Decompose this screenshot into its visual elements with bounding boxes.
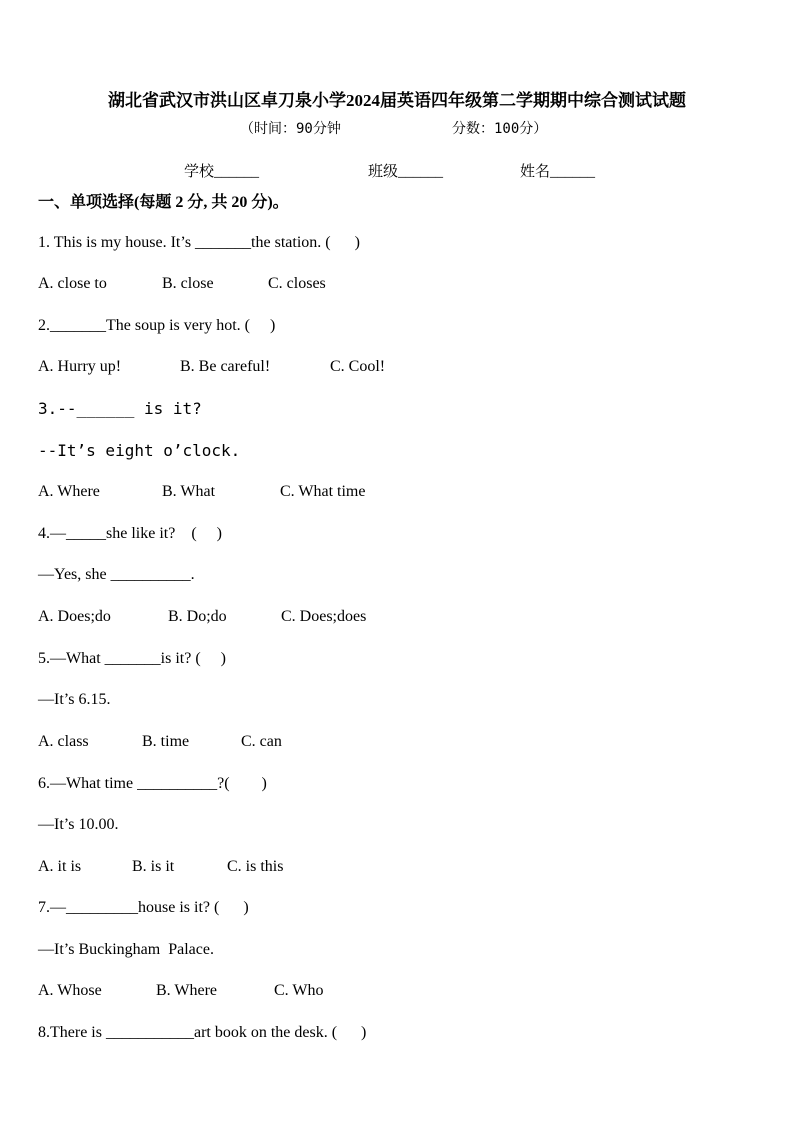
school-field-label: 学校______ — [184, 164, 260, 180]
question-stem: 6.—What time __________?( ) — [38, 775, 267, 792]
option-a: A. Does;do — [38, 608, 111, 625]
option-c: C. closes — [268, 275, 326, 292]
question-stem: 7.—_________house is it? ( ) — [38, 899, 249, 916]
question-stem: 2._______The soup is very hot. ( ) — [38, 317, 276, 334]
question-stem: 4.—_____she like it? ( ) — [38, 525, 222, 542]
option-c: C. What time — [280, 483, 366, 500]
question-answer-line: —It’s Buckingham Palace. — [38, 941, 214, 958]
option-b: B. Be careful! — [180, 358, 271, 375]
option-b: B. Do;do — [168, 608, 227, 625]
section-heading: 一、单项选择(每题 2 分, 共 20 分)。 — [38, 194, 289, 211]
option-a: A. Where — [38, 483, 100, 500]
option-c: C. is this — [227, 858, 284, 875]
exam-title: 湖北省武汉市洪山区卓刀泉小学2024届英语四年级第二学期期中综合测试试题 — [108, 91, 686, 110]
option-a: A. Hurry up! — [38, 358, 122, 375]
question-stem: 5.—What _______is it? ( ) — [38, 650, 226, 667]
option-b: B. close — [162, 275, 214, 292]
option-b: B. Where — [156, 982, 218, 999]
question-stem: 1. This is my house. It’s _______the station. ( ) — [38, 234, 360, 251]
option-a: A. class — [38, 733, 89, 750]
score-label: 分数：100分） — [452, 121, 548, 137]
class-field-label: 班级______ — [368, 164, 444, 180]
option-b: B. is it — [132, 858, 175, 875]
option-c: C. Who — [274, 982, 324, 999]
option-a: A. close to — [38, 275, 107, 292]
question-stem: 3.--______ is it? — [38, 399, 202, 418]
question-answer-line: —It’s 6.15. — [38, 691, 111, 708]
option-a: A. Whose — [38, 982, 102, 999]
question-answer-line: --It’s eight o’clock. — [38, 441, 241, 460]
option-a: A. it is — [38, 858, 82, 875]
option-c: C. Does;does — [281, 608, 367, 625]
time-label: （时间：90分钟 — [240, 121, 341, 137]
question-answer-line: —It’s 10.00. — [38, 816, 119, 833]
option-c: C. can — [241, 733, 282, 750]
name-field-label: 姓名______ — [520, 164, 596, 180]
option-c: C. Cool! — [330, 358, 386, 375]
question-stem: 8.There is ___________art book on the desk. ( ) — [38, 1024, 367, 1041]
option-b: B. time — [142, 733, 190, 750]
option-b: B. What — [162, 483, 216, 500]
question-answer-line: —Yes, she __________. — [38, 566, 195, 583]
